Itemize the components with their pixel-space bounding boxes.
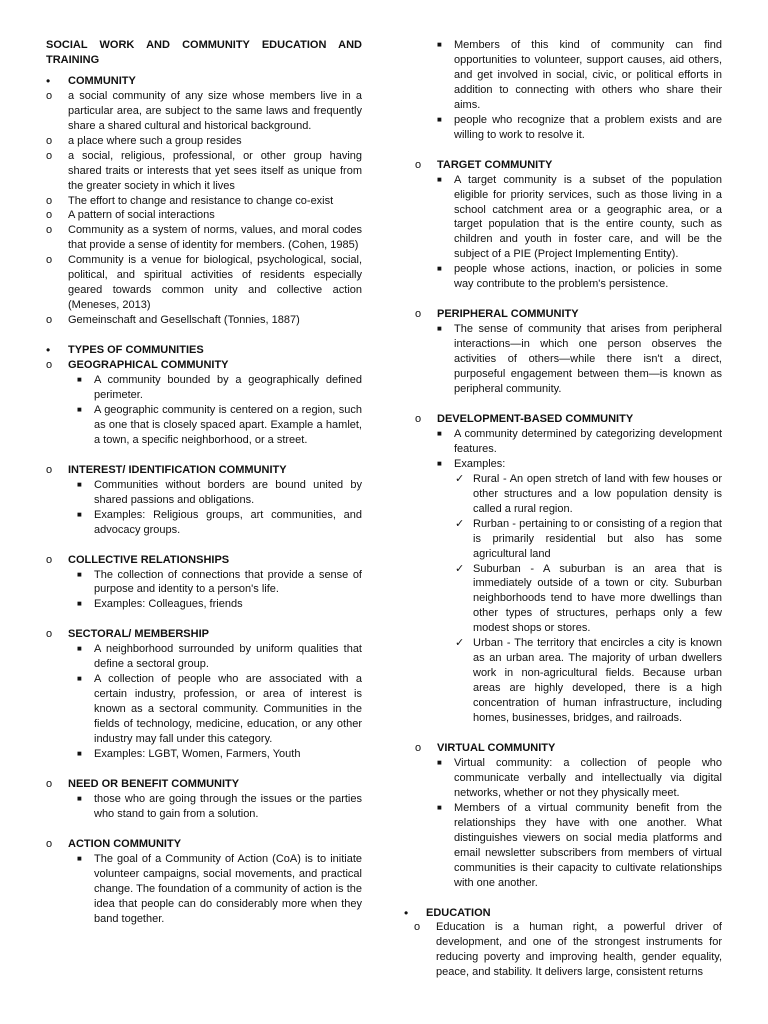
virtual-community [404, 741, 722, 756]
development-examples [404, 472, 722, 726]
community-list [46, 89, 362, 328]
sectoral-membership [46, 627, 362, 642]
circle-bullet-icon: o [46, 837, 53, 850]
list-item: o a social, religious, professional, or other group having shared traits or interests that yet sees itself as unique from the greater society in which it lives [46, 149, 362, 192]
circle-bullet-icon: o [46, 224, 53, 237]
list-item: ■ A neighborhood surrounded by uniform qualities that define a sectoral group. [77, 643, 362, 671]
circle-bullet-icon: o [414, 921, 421, 934]
list-item: ■ The goal of a Community of Action (CoA) is to initiate volunteer campaigns, social movements, and practical change. The foundation of a community of action is the idea that people can do considerably more when they band together. [77, 852, 362, 925]
list-item: ■ Virtual community: a collection of people who communicate verbally and intellectually via digital networks, whether or not they physically meet. [437, 756, 722, 799]
geographical-community [46, 358, 362, 373]
section-heading-types: TYPES OF COMMUNITIES [68, 344, 204, 357]
circle-bullet-icon: o [46, 553, 53, 566]
target-community [404, 158, 722, 173]
square-bullet-icon: ■ [437, 428, 442, 438]
list-item: ■ Examples: [437, 457, 506, 470]
circle-bullet-icon: o [415, 741, 422, 754]
square-bullet-icon: ■ [77, 509, 82, 519]
collective-relationships [46, 553, 362, 568]
square-bullet-icon: ■ [77, 853, 82, 863]
square-bullet-icon: ■ [77, 599, 82, 609]
list-item: o A pattern of social interactions [46, 209, 215, 222]
subheading-target: TARGET COMMUNITY [437, 158, 553, 171]
interest-community [46, 463, 362, 478]
circle-bullet-icon: o [46, 89, 53, 102]
list-item: ✓ Suburban - A suburban is an area that is immediately outside of a town or city. Suburban neighborhoods tend to have more dwellings than other types of structures, perhaps only a few modest shops or stores. [455, 562, 722, 635]
list-item: o a place where such a group resides [46, 134, 242, 147]
square-bullet-icon: ■ [77, 569, 82, 579]
checkmark-icon: ✓ [455, 637, 465, 650]
square-bullet-icon: ■ [77, 404, 82, 414]
square-bullet-icon: ■ [77, 479, 82, 489]
checkmark-icon: ✓ [455, 472, 465, 485]
list-item: ■ A target community is a subset of the population eligible for priority services, such as those living in a school catchment area or a geographic area, or a target population that is the entire county, such as children and youth in foster care, and will be the subject of a PIE (Project Implementing Entity). [437, 173, 722, 261]
education-section [404, 906, 722, 921]
list-item: ■ those who are going through the issues or the parties who stand to gain from a solution. [77, 792, 362, 820]
list-item: o Gemeinschaft and Gesellschaft (Tonnies, 1887) [46, 314, 300, 327]
bullet-icon: • [46, 73, 51, 88]
list-item: ■ Members of this kind of community can find opportunities to volunteer, support causes, aid others, and get involved in social, civic, or political efforts in addition to connecting with others who share their aims. [437, 39, 722, 111]
circle-bullet-icon: o [46, 254, 53, 267]
circle-bullet-icon: o [46, 134, 53, 147]
list-item: ■ people who recognize that a problem exists and are willing to work to resolve it. [437, 113, 722, 141]
list-item: o a social community of any size whose members live in a particular area, are subject to the same laws and frequently share a shared cultural and historical background. [46, 89, 362, 132]
list-item: ■ The collection of connections that provide a sense of purpose and identity to a person's life. [77, 568, 362, 596]
page-title: SOCIAL WORK AND COMMUNITY EDUCATION AND TRAINING [46, 39, 362, 66]
square-bullet-icon: ■ [77, 644, 82, 654]
square-bullet-icon: ■ [437, 264, 442, 274]
subheading-need: NEED OR BENEFIT COMMUNITY [68, 777, 240, 790]
subheading-collective: COLLECTIVE RELATIONSHIPS [68, 553, 230, 566]
section-heading-community: COMMUNITY [68, 74, 136, 87]
community-section [46, 74, 362, 89]
list-item: ■ The sense of community that arises from peripheral interactions—in which one person observes the activities of others—while there isn't a direct, purposeful engagement between them—is known as peripheral community. [437, 323, 722, 396]
right-column [404, 38, 722, 980]
square-bullet-icon: ■ [77, 674, 82, 684]
list-item: o The effort to change and resistance to change co-exist [46, 194, 334, 207]
types-section [46, 343, 362, 358]
need-benefit-community [46, 777, 362, 792]
square-bullet-icon: ■ [437, 114, 442, 124]
list-item: ✓ Rural - An open stretch of land with few houses or other structures and a low population density is called a rural region. [455, 472, 722, 515]
action-community [46, 837, 362, 852]
list-item: o Community as a system of norms, values, and moral codes that provide a sense of identity for members. (Cohen, 1985) [46, 224, 362, 252]
circle-bullet-icon: o [46, 149, 53, 162]
checkmark-icon: ✓ [455, 562, 465, 575]
bullet-icon: • [404, 905, 409, 920]
list-item: o Community is a venue for biological, psychological, social, political, and spiritual activities of residents especially geared towards common unity and collective action (Meneses, 2013) [46, 254, 362, 312]
subheading-action: ACTION COMMUNITY [68, 837, 182, 850]
square-bullet-icon: ■ [77, 748, 82, 758]
list-item: ■ A collection of people who are associated with a certain industry, profession, or area of interest is known as a sectoral community. Communities in the fields of technology, medicine, education, or any other industry may fall under this category. [77, 673, 362, 746]
circle-bullet-icon: o [46, 777, 53, 790]
circle-bullet-icon: o [46, 314, 53, 327]
subheading-development: DEVELOPMENT-BASED COMMUNITY [437, 412, 634, 425]
list-item: ■ A community bounded by a geographically defined perimeter. [77, 374, 362, 401]
list-item: ■ A geographic community is centered on a region, such as one that is closely spaced apart. Example a hamlet, a town, a specific neighborhood, or a street. [77, 403, 362, 446]
subheading-sectoral: SECTORAL/ MEMBERSHIP [68, 628, 209, 641]
square-bullet-icon: ■ [77, 793, 82, 803]
square-bullet-icon: ■ [77, 375, 82, 385]
bullet-icon: • [46, 343, 51, 358]
section-heading-education: EDUCATION [426, 906, 491, 919]
circle-bullet-icon: o [46, 463, 53, 476]
list-item: ■ Examples: LGBT, Women, Farmers, Youth [77, 747, 301, 760]
list-item: ■ Examples: Religious groups, art communities, and advocacy groups. [77, 508, 362, 536]
list-item: o Education is a human right, a powerful driver of development, and one of the strongest instruments for reducing poverty and improving health, gender equality, peace, and stability. It delivers large, consistent returns [414, 921, 722, 979]
peripheral-community [404, 307, 722, 322]
circle-bullet-icon: o [46, 209, 53, 222]
list-item: ■ people whose actions, inaction, or policies in some way contribute to the problem's persistence. [437, 263, 722, 291]
list-item: ■ Examples: Colleagues, friends [77, 598, 243, 611]
circle-bullet-icon: o [415, 308, 422, 321]
checkmark-icon: ✓ [455, 517, 465, 530]
list-item: ■ A community determined by categorizing development features. [437, 427, 722, 455]
circle-bullet-icon: o [46, 628, 53, 641]
list-item: ✓ Rurban - pertaining to or consisting of a region that is primarily residential but also has some agricultural land [455, 517, 722, 560]
education-list [404, 920, 722, 980]
subheading-interest: INTEREST/ IDENTIFICATION COMMUNITY [68, 463, 287, 476]
square-bullet-icon: ■ [437, 458, 442, 468]
list-item: ✓ Urban - The territory that encircles a city is known as an urban area. The majority of urban dwellers work in non-agricultural fields. Because urban areas are highly developed, there is a high concentration of human infrastructure, including homes, businesses, bridges, and railroads. [455, 637, 722, 725]
list-item: ■ Communities without borders are bound united by shared passions and obligations. [77, 478, 362, 506]
subheading-virtual: VIRTUAL COMMUNITY [437, 741, 556, 754]
circle-bullet-icon: o [46, 194, 53, 207]
square-bullet-icon: ■ [437, 802, 442, 812]
circle-bullet-icon: o [415, 158, 422, 171]
list-item: ■ Members of a virtual community benefit from the relationships they have with one another. What distinguishes viewers on social media platforms and email newsletter subscribers from members of virtual communities is their capacity to cultivate relationships with one another. [437, 801, 722, 889]
square-bullet-icon: ■ [437, 174, 442, 184]
square-bullet-icon: ■ [437, 324, 442, 334]
subheading-geographical: GEOGRAPHICAL COMMUNITY [68, 359, 229, 372]
square-bullet-icon: ■ [437, 40, 442, 49]
circle-bullet-icon: o [46, 359, 53, 372]
development-based-community [404, 412, 722, 427]
circle-bullet-icon: o [415, 412, 422, 425]
left-column [46, 38, 362, 927]
subheading-peripheral: PERIPHERAL COMMUNITY [437, 308, 579, 321]
square-bullet-icon: ■ [437, 757, 442, 767]
